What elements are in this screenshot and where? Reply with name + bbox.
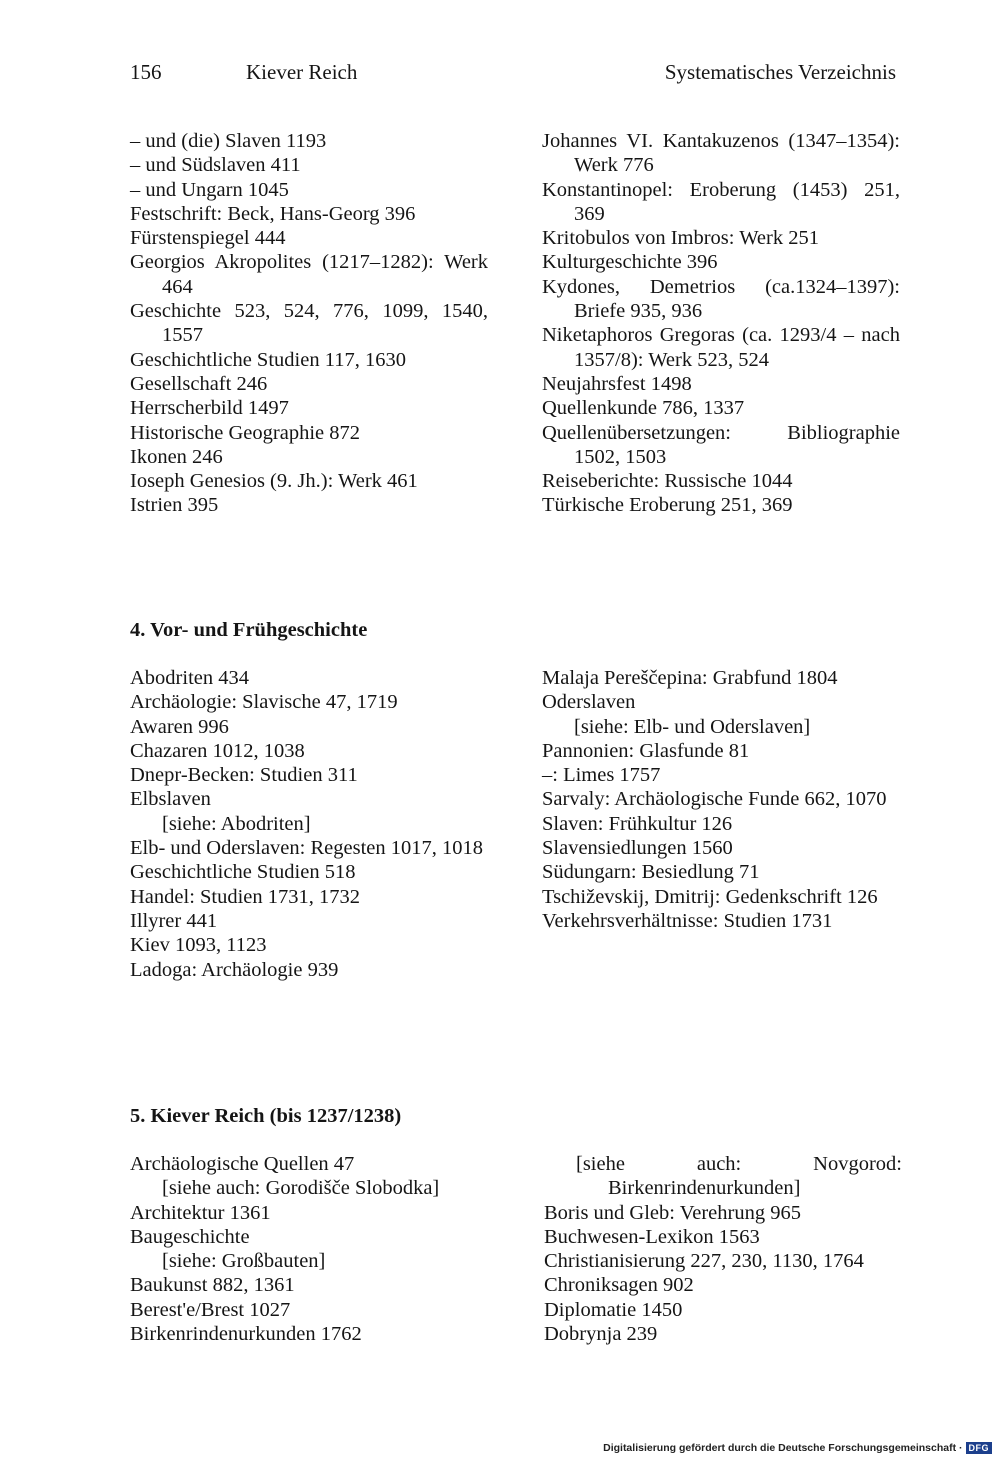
index-entry: Historische Geographie 872 xyxy=(130,421,360,444)
index-entry: Baukunst 882, 1361 xyxy=(130,1274,295,1297)
index-entry: Oderslaven xyxy=(542,691,636,714)
index-entry: Ladoga: Archäologie 939 xyxy=(130,958,339,981)
index-entry: Türkische Eroberung 251, 369 xyxy=(542,494,793,517)
digitization-footer xyxy=(603,1442,992,1454)
index-entry: – und (die) Slaven 1193 xyxy=(130,130,327,152)
index-entry: Baugeschichte xyxy=(130,1225,250,1248)
index-entry: –: Limes 1757 xyxy=(542,764,661,787)
section-running-title: Systematisches Verzeichnis xyxy=(664,60,896,84)
cross-reference: [siehe: Elb- und Oderslaven] xyxy=(574,715,811,738)
index-entry: Malaja Pereščepina: Grabfund 1804 xyxy=(542,667,838,689)
index-entry: Geschichtliche Studien 518 xyxy=(130,861,356,884)
index-entry: Istrien 395 xyxy=(130,494,219,517)
index-entry: Archäologische Quellen 47 xyxy=(130,1153,355,1175)
index-entry: – und Südslaven 411 xyxy=(130,154,301,177)
index-entry: Christianisierung 227, 230, 1130, 1764 xyxy=(544,1250,864,1273)
index-column-left-s4 xyxy=(130,666,488,982)
index-entry: Pannonien: Glasfunde 81 xyxy=(542,739,750,762)
footer-text: Digitalisierung gefördert durch die Deutsche Forschungsgemeinschaft · xyxy=(603,1442,963,1454)
index-entry: Fürstenspiegel 444 xyxy=(130,227,286,250)
section-heading-4: 4. Vor- und Frühgeschichte xyxy=(130,619,368,641)
index-entry: Verkehrsverhältnisse: Studien 1731 xyxy=(542,909,833,932)
index-entry: Berest'e/Brest 1027 xyxy=(130,1298,291,1321)
index-entry: Johannes VI. Kantakuzenos (1347–1354): Werk 776 xyxy=(542,130,900,177)
index-entry: Awaren 996 xyxy=(130,715,229,738)
cross-reference: [siehe: Abodriten] xyxy=(162,812,311,835)
index-column-right-s4 xyxy=(542,666,900,933)
index-entry: Elbslaven xyxy=(130,788,211,811)
index-entry: Boris und Gleb: Verehrung 965 xyxy=(544,1201,801,1224)
index-column-right-top xyxy=(542,129,900,518)
index-entry: Ikonen 246 xyxy=(130,445,223,468)
index-entry: Buchwesen-Lexikon 1563 xyxy=(544,1225,760,1248)
index-entry: Chazaren 1012, 1038 xyxy=(130,739,305,762)
index-entry: Kulturgeschichte 396 xyxy=(542,251,718,274)
index-column-right-s5 xyxy=(544,1152,902,1346)
index-entry: Neujahrsfest 1498 xyxy=(542,372,692,395)
index-entry: Georgios Akropolites (1217–1282): Werk 464 xyxy=(130,251,488,298)
index-entry: Kydones, Demetrios (ca.1324–1397): Briefe 935, 936 xyxy=(542,275,900,323)
cross-reference: [siehe: Großbauten] xyxy=(162,1250,326,1273)
index-column-left-s5 xyxy=(130,1152,488,1346)
index-entry: Diplomatie 1450 xyxy=(544,1298,683,1321)
index-entry: Quellenkunde 786, 1337 xyxy=(542,397,745,420)
page-header xyxy=(130,57,896,87)
index-entry: Handel: Studien 1731, 1732 xyxy=(130,885,361,908)
index-entry: Reiseberichte: Russische 1044 xyxy=(542,470,793,493)
index-entry: Konstantinopel: Eroberung (1453) 251, 369 xyxy=(542,178,900,225)
index-entry: Festschrift: Beck, Hans-Georg 396 xyxy=(130,202,416,225)
running-title: Kiever Reich xyxy=(246,60,358,84)
index-entry: Geschichte 523, 524, 776, 1099, 1540, 1557 xyxy=(130,300,488,347)
index-entry: – und Ungarn 1045 xyxy=(130,178,289,201)
cross-reference: [siehe auch: Gorodišče Slobodka] xyxy=(162,1177,440,1200)
index-column-left-top xyxy=(130,129,488,518)
page-number: 156 xyxy=(130,60,162,84)
index-entry: Architektur 1361 xyxy=(130,1201,271,1224)
cross-reference: [siehe auch: Novgorod: Birkenrindenurkunden] xyxy=(576,1153,902,1200)
index-entry: Kritobulos von Imbros: Werk 251 xyxy=(542,227,819,250)
index-entry: Abodriten 434 xyxy=(130,667,249,689)
index-entry: Dobrynja 239 xyxy=(544,1323,658,1346)
index-entry: Archäologie: Slavische 47, 1719 xyxy=(130,691,398,714)
index-entry: Quellenübersetzungen: Bibliographie 1502, 1503 xyxy=(542,421,900,468)
index-entry: Birkenrindenurkunden 1762 xyxy=(130,1323,362,1346)
index-entry: Tschiževskij, Dmitrij: Gedenkschrift 126 xyxy=(542,885,878,908)
index-entry: Gesellschaft 246 xyxy=(130,372,268,395)
index-entry: Illyrer 441 xyxy=(130,909,218,932)
index-entry: Ioseph Genesios (9. Jh.): Werk 461 xyxy=(130,470,418,493)
index-entry: Kiev 1093, 1123 xyxy=(130,934,267,957)
index-entry: Slaven: Frühkultur 126 xyxy=(542,812,733,835)
index-entry: Dnepr-Becken: Studien 311 xyxy=(130,764,358,787)
index-entry: Chroniksagen 902 xyxy=(544,1274,694,1297)
index-entry: Slavensiedlungen 1560 xyxy=(542,837,733,860)
index-entry: Herrscherbild 1497 xyxy=(130,397,289,420)
section-heading-5: 5. Kiever Reich (bis 1237/1238) xyxy=(130,1105,402,1127)
index-entry: Südungarn: Besiedlung 71 xyxy=(542,861,760,884)
index-entry: Geschichtliche Studien 117, 1630 xyxy=(130,348,406,371)
dfg-logo: DFG xyxy=(966,1442,993,1454)
index-entry: Niketaphoros Gregoras (ca. 1293/4 – nach 1357/8): Werk 523, 524 xyxy=(542,324,900,371)
index-entry: Elb- und Oderslaven: Regesten 1017, 1018 xyxy=(130,837,483,860)
index-entry: Sarvaly: Archäologische Funde 662, 1070 xyxy=(542,788,887,811)
